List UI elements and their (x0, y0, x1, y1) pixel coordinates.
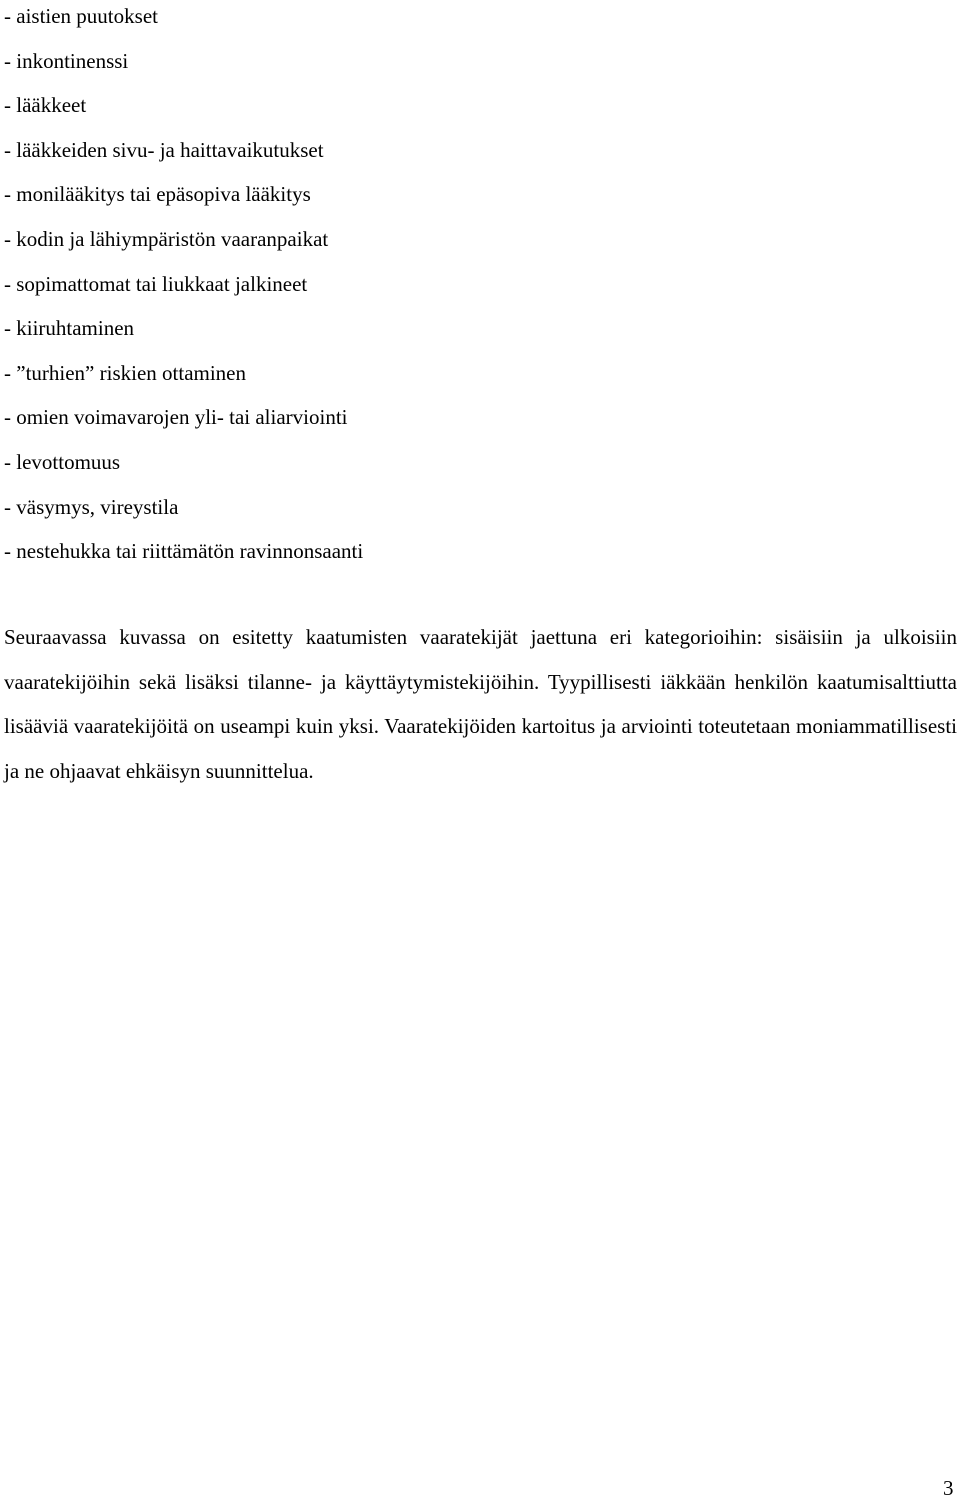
list-item: - sopimattomat tai liukkaat jalkineet (4, 271, 308, 296)
list-item: - ”turhien” riskien ottaminen (4, 360, 247, 385)
list-item: - inkontinenssi (4, 48, 129, 73)
list-item: - lääkkeet (4, 93, 87, 118)
list-item: - lääkkeiden sivu- ja haittavaikutukset (4, 137, 324, 162)
list-item: - nestehukka tai riittämätön ravinnonsaanti (4, 539, 364, 564)
list-item: - monilääkitys tai epäsopiva lääkitys (4, 182, 311, 207)
list-item: - omien voimavarojen yli- tai aliarviointi (4, 405, 348, 430)
list-item: - väsymys, vireystila (4, 494, 179, 519)
body-paragraph: Seuraavassa kuvassa on esitetty kaatumisten vaaratekijät jaettuna eri kategorioihin: sisäisiin ja ulkoisiin vaaratekijöihin sekä lisäksi tilanne- ja käyttäytymistekijöihin. Tyypillisesti iäkkään henkilön kaatumisalttiutta lisääviä vaaratekijöitä on useampi kuin yksi. Vaaratekijöiden kartoitus ja arviointi toteutetaan moniammatillisesti ja ne ohjaavat ehkäisyn suunnittelua. (4, 625, 957, 783)
page-number: 3 (943, 1476, 954, 1500)
list-item: - kiiruhtaminen (4, 316, 135, 341)
risk-factor-list (4, 0, 363, 574)
list-item: - levottomuus (4, 449, 121, 474)
list-item: - aistien puutokset (4, 4, 158, 28)
list-item: - kodin ja lähiympäristön vaaranpaikat (4, 226, 329, 251)
